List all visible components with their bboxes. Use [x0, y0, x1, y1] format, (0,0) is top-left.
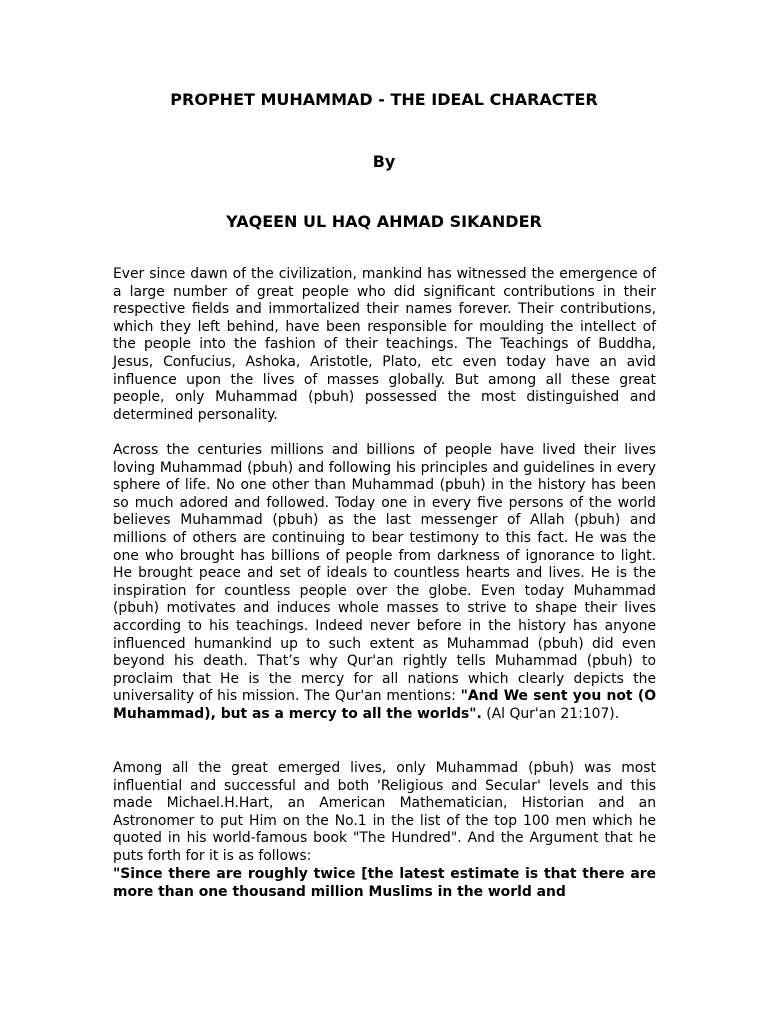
quran-citation: (Al Qur'an 21:107). [481, 705, 620, 722]
paragraph-hart: Among all the great emerged lives, only Muhammad (pbuh) was most influential and successful and both 'Religious and Secular' levels and this made Michael.H.Hart, an American Mathematician, Historian and an Astronomer to put Him on the No.1 in the list of the top 100 men which he quoted in his world-famous book "The Hundred". And the Argument that he puts forth for it is as follows: [113, 760, 656, 864]
quran-quote: "And We sent you not (O Muhammad), but as a mercy to all the worlds". [113, 688, 656, 722]
author-name: YAQEEN UL HAQ AHMAD SIKANDER [226, 212, 542, 231]
paragraph-influence-text: Across the centuries millions and billions of people have lived their lives loving Muhammad (pbuh) and following his principles and guidelines in every sphere of life. No one other than Muhammad (pbuh) in the history has been so much adored and followed. Today one in every five persons of the world believes Muhammad (pbuh) as the last messenger of Allah (pbuh) and millions of others are continuing to bear testimony to this fact. He was the one who brought has billions of people from darkness of ignorance to light. He brought peace and set of ideals to countless hearts and lives. He is the inspiration for countless people over the globe. Even today Muhammad (pbuh) motivates and induces whole masses to strive to shape their lives according to his teachings. Indeed never before in the history has anyone influenced humankind up to such extent as Muhammad (pbuh) did even beyond his death. That’s why Qur'an rightly tells Muhammad (pbuh) to proclaim that He is the mercy for all nations which clearly depicts the universality of his mission. The Qur'an mentions: [113, 442, 656, 705]
hart-quote [113, 866, 656, 901]
document-title: PROPHET MUHAMMAD - THE IDEAL CHARACTER [170, 90, 598, 109]
paragraph-influence [113, 442, 656, 724]
byline-label: By [372, 152, 396, 171]
paragraph-intro: Ever since dawn of the civilization, mankind has witnessed the emergence of a large number of great people who did significant contributions in their respective fields and immortalized their names forever. Their contributions, which they left behind, have been responsible for moulding the intellect of the people into the fashion of their teachings. The Teachings of Buddha, Jesus, Confucius, Ashoka, Aristotle, Plato, etc even today have an avid influence upon the lives of masses globally. But among all these great people, only Muhammad (pbuh) possessed the most distinguished and determined personality. [113, 266, 656, 423]
hart-quote-text: "Since there are roughly twice [the latest estimate is that there are more than one thousand million Muslims in the world and [113, 866, 656, 900]
